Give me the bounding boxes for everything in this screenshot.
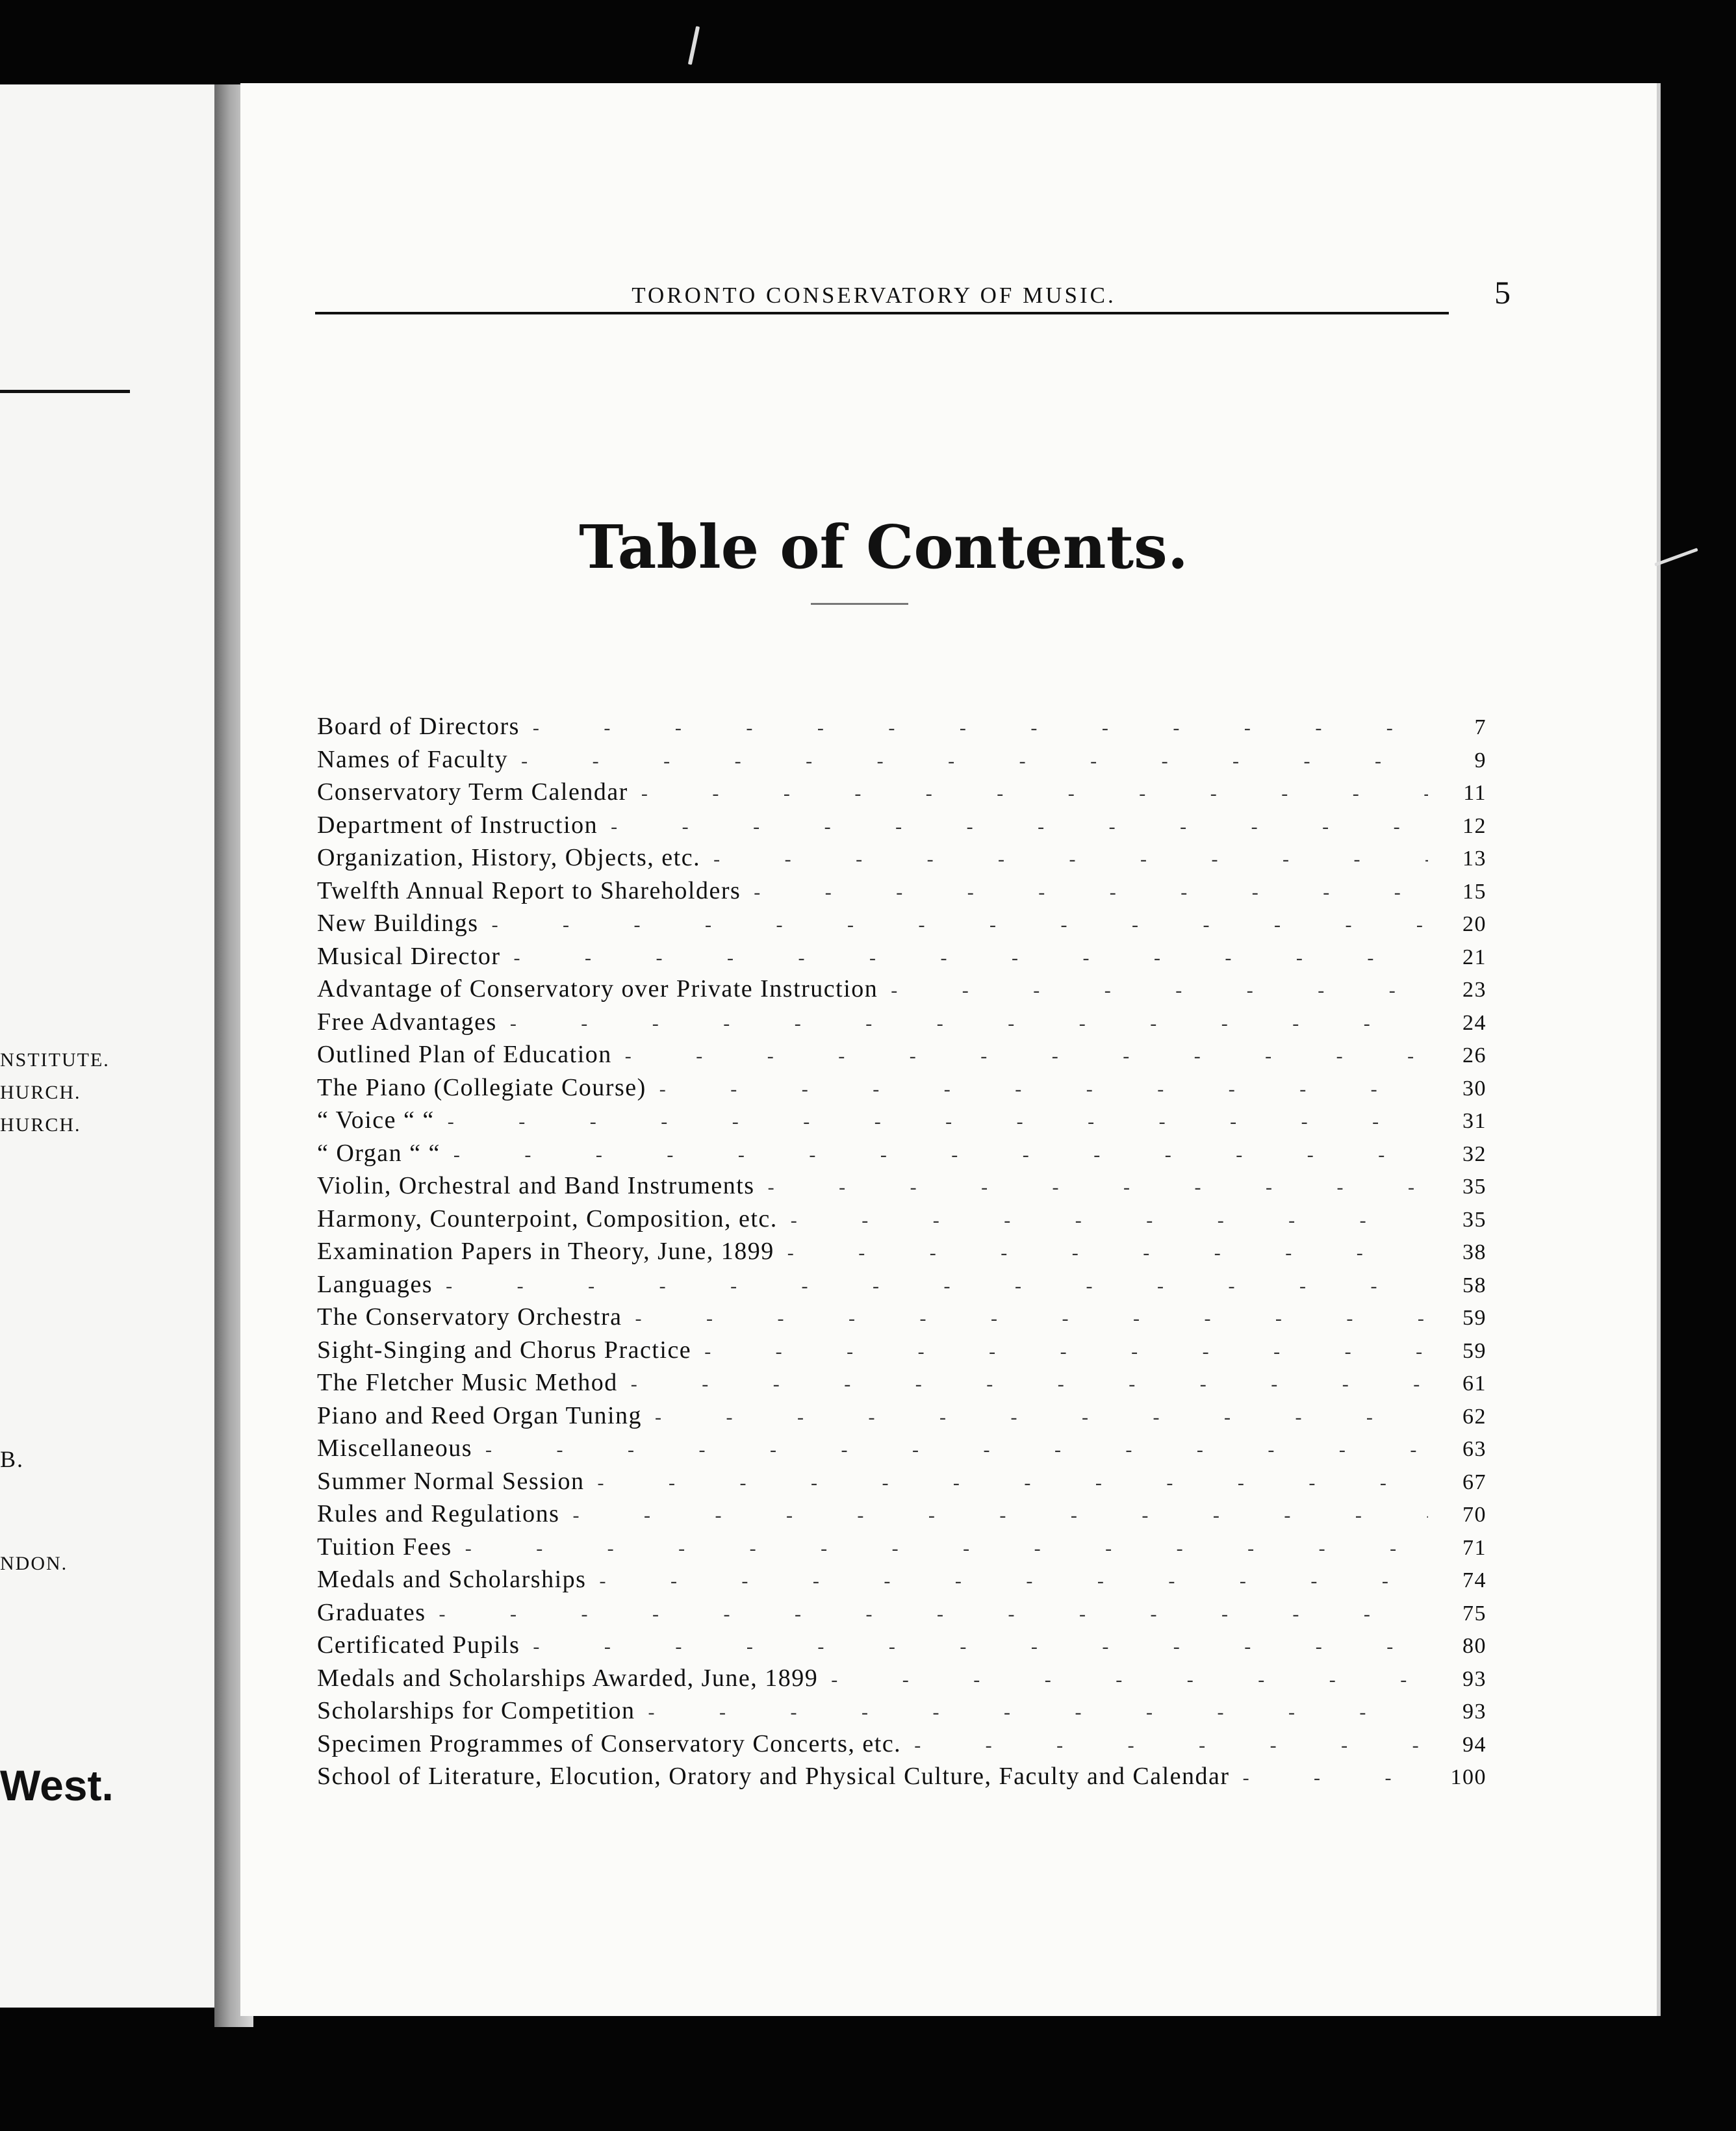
toc-entry-label: Rules and Regulations bbox=[317, 1500, 560, 1527]
toc-dot-leader bbox=[452, 1538, 1428, 1560]
toc-entry-page: 24 bbox=[1462, 1010, 1487, 1035]
toc-entry bbox=[317, 1139, 1487, 1172]
toc-entry-label: New Buildings bbox=[317, 910, 479, 937]
toc-entry bbox=[317, 1598, 1487, 1631]
toc-dot-leader bbox=[878, 980, 1428, 1002]
toc-entry bbox=[317, 1499, 1487, 1533]
toc-entry-page: 62 bbox=[1462, 1404, 1487, 1429]
page-number: 5 bbox=[1494, 274, 1511, 311]
toc-entry-page: 59 bbox=[1462, 1338, 1487, 1363]
toc-dot-leader bbox=[598, 816, 1428, 838]
toc-entry-label: Advantage of Conservatory over Private Instruction bbox=[317, 975, 878, 1002]
toc-entry-page: 58 bbox=[1462, 1273, 1487, 1297]
toc-dot-leader bbox=[1230, 1767, 1428, 1789]
left-page-fragment: NDON. bbox=[0, 1553, 68, 1574]
toc-entry-label: Musical Director bbox=[317, 942, 501, 970]
toc-entry-page: 35 bbox=[1462, 1175, 1487, 1199]
toc-entry bbox=[317, 1696, 1487, 1729]
toc-dot-leader bbox=[472, 1439, 1428, 1461]
toc-dot-leader bbox=[778, 1210, 1428, 1232]
toc-dot-leader bbox=[755, 1177, 1428, 1199]
toc-entry bbox=[317, 1631, 1487, 1664]
toc-dot-leader bbox=[622, 1308, 1428, 1330]
toc-entry bbox=[317, 1171, 1487, 1205]
toc-entry-page: 23 bbox=[1462, 978, 1487, 1002]
toc-entry bbox=[317, 876, 1487, 910]
toc-entry-label: Examination Papers in Theory, June, 1899 bbox=[317, 1238, 774, 1265]
toc-list bbox=[317, 712, 1487, 1795]
toc-dot-leader bbox=[612, 1045, 1428, 1067]
toc-entry-label: Conservatory Term Calendar bbox=[317, 778, 628, 806]
scan-speck bbox=[688, 26, 700, 65]
toc-entry-page: 94 bbox=[1462, 1732, 1487, 1757]
left-page-rule bbox=[0, 390, 130, 393]
toc-entry bbox=[317, 1008, 1487, 1041]
toc-entry bbox=[317, 1073, 1487, 1106]
toc-dot-leader bbox=[584, 1472, 1428, 1494]
toc-dot-leader bbox=[479, 914, 1428, 936]
left-page-fragment: West. bbox=[0, 1761, 114, 1809]
toc-entry-label: Names of Faculty bbox=[317, 745, 509, 773]
toc-entry-label: Outlined Plan of Education bbox=[317, 1041, 612, 1068]
toc-entry bbox=[317, 1434, 1487, 1467]
toc-dot-leader bbox=[901, 1735, 1428, 1757]
toc-entry bbox=[317, 1401, 1487, 1435]
running-title: TORONTO CONSERVATORY OF MUSIC. bbox=[632, 283, 1116, 308]
toc-entry-page: 12 bbox=[1462, 813, 1487, 838]
toc-entry-page: 21 bbox=[1462, 945, 1487, 969]
toc-entry bbox=[317, 942, 1487, 975]
toc-entry bbox=[317, 811, 1487, 844]
toc-entry-page: 9 bbox=[1474, 748, 1487, 772]
toc-entry-page: 100 bbox=[1450, 1765, 1487, 1789]
toc-entry-page: 70 bbox=[1462, 1503, 1487, 1527]
toc-entry-page: 74 bbox=[1462, 1568, 1487, 1592]
toc-entry bbox=[317, 1237, 1487, 1270]
toc-entry-label: Miscellaneous bbox=[317, 1435, 473, 1462]
toc-dot-leader bbox=[559, 1505, 1428, 1527]
toc-entry-page: 13 bbox=[1462, 847, 1487, 871]
toc-entry-page: 75 bbox=[1462, 1601, 1487, 1626]
toc-dot-leader bbox=[635, 1702, 1428, 1724]
title-rule bbox=[811, 603, 908, 605]
toc-entry bbox=[317, 1664, 1487, 1697]
toc-entry-label: Organization, History, Objects, etc. bbox=[317, 844, 701, 871]
toc-entry-label: The Piano (Collegiate Course) bbox=[317, 1073, 646, 1101]
toc-entry bbox=[317, 1303, 1487, 1336]
toc-entry-page: 38 bbox=[1462, 1240, 1487, 1264]
toc-entry-page: 26 bbox=[1462, 1043, 1487, 1067]
toc-entry bbox=[317, 778, 1487, 811]
toc-entry-label: Harmony, Counterpoint, Composition, etc. bbox=[317, 1205, 778, 1232]
toc-entry-page: 20 bbox=[1462, 912, 1487, 936]
toc-entry-label: Specimen Programmes of Conservatory Concerts, etc. bbox=[317, 1729, 902, 1757]
toc-entry-label: Board of Directors bbox=[317, 713, 520, 740]
left-page-fragment: HURCH. bbox=[0, 1082, 81, 1103]
toc-entry bbox=[317, 1336, 1487, 1369]
toc-entry-page: 93 bbox=[1462, 1700, 1487, 1724]
toc-entry bbox=[317, 843, 1487, 876]
scan-speck bbox=[1654, 548, 1698, 567]
toc-entry bbox=[317, 1205, 1487, 1238]
toc-dot-leader bbox=[435, 1111, 1428, 1133]
toc-page bbox=[240, 83, 1661, 2016]
toc-entry bbox=[317, 745, 1487, 778]
toc-dot-leader bbox=[700, 849, 1428, 871]
toc-entry-label: Department of Instruction bbox=[317, 811, 598, 839]
toc-entry-label: The Fletcher Music Method bbox=[317, 1369, 618, 1396]
toc-entry bbox=[317, 1467, 1487, 1500]
toc-dot-leader bbox=[642, 1407, 1428, 1429]
toc-dot-leader bbox=[628, 783, 1428, 805]
toc-dot-leader bbox=[497, 1013, 1428, 1035]
toc-dot-leader bbox=[741, 882, 1428, 904]
toc-dot-leader bbox=[586, 1570, 1428, 1592]
toc-entry bbox=[317, 712, 1487, 745]
toc-entry-label: Free Advantages bbox=[317, 1008, 497, 1036]
toc-entry-page: 63 bbox=[1462, 1437, 1487, 1461]
toc-entry-page: 11 bbox=[1463, 781, 1487, 805]
toc-entry-page: 35 bbox=[1462, 1207, 1487, 1232]
toc-entry bbox=[317, 1270, 1487, 1303]
toc-entry bbox=[317, 1533, 1487, 1566]
toc-dot-leader bbox=[433, 1275, 1428, 1297]
toc-entry-label: Piano and Reed Organ Tuning bbox=[317, 1401, 643, 1429]
toc-dot-leader bbox=[440, 1144, 1428, 1166]
toc-entry-label: Graduates bbox=[317, 1598, 426, 1626]
toc-entry bbox=[317, 1565, 1487, 1598]
toc-entry-page: 31 bbox=[1462, 1109, 1487, 1133]
left-page-fragment: NSTITUTE. bbox=[0, 1049, 110, 1071]
toc-entry bbox=[317, 909, 1487, 942]
toc-entry-label: Tuition Fees bbox=[317, 1533, 452, 1561]
toc-entry-page: 30 bbox=[1462, 1076, 1487, 1101]
toc-entry-page: 71 bbox=[1462, 1535, 1487, 1560]
toc-dot-leader bbox=[646, 1078, 1428, 1101]
toc-entry-label: The Conservatory Orchestra bbox=[317, 1303, 622, 1331]
toc-dot-leader bbox=[818, 1669, 1428, 1691]
toc-entry-label: Languages bbox=[317, 1270, 433, 1298]
toc-entry-page: 7 bbox=[1474, 715, 1487, 739]
toc-entry-page: 93 bbox=[1462, 1666, 1487, 1691]
toc-entry-label: Medals and Scholarships Awarded, June, 1899 bbox=[317, 1664, 819, 1692]
toc-entry-page: 59 bbox=[1462, 1306, 1487, 1330]
toc-entry-label: Medals and Scholarships bbox=[317, 1566, 587, 1593]
toc-entry-label: Certificated Pupils bbox=[317, 1631, 520, 1659]
toc-entry-label: School of Literature, Elocution, Oratory and Physical Culture, Faculty and Calendar bbox=[317, 1763, 1230, 1790]
header-rule bbox=[315, 312, 1449, 314]
toc-dot-leader bbox=[520, 1636, 1428, 1658]
toc-dot-leader bbox=[774, 1242, 1428, 1264]
toc-entry-page: 61 bbox=[1462, 1372, 1487, 1396]
left-page-fragment: B. bbox=[0, 1446, 25, 1472]
toc-entry bbox=[317, 1368, 1487, 1401]
toc-dot-leader bbox=[426, 1603, 1428, 1626]
toc-dot-leader bbox=[618, 1373, 1428, 1396]
toc-dot-leader bbox=[501, 947, 1428, 969]
toc-entry bbox=[317, 1762, 1487, 1795]
toc-entry-page: 32 bbox=[1462, 1142, 1487, 1166]
toc-entry-page: 15 bbox=[1462, 879, 1487, 904]
toc-dot-leader bbox=[520, 717, 1428, 739]
toc-entry-label: Summer Normal Session bbox=[317, 1467, 585, 1495]
toc-entry bbox=[317, 1729, 1487, 1763]
toc-entry bbox=[317, 975, 1487, 1008]
toc-dot-leader bbox=[691, 1341, 1428, 1363]
toc-entry bbox=[317, 1040, 1487, 1073]
toc-entry bbox=[317, 1106, 1487, 1139]
left-facing-page bbox=[0, 84, 214, 2008]
toc-entry-label: “ Organ “ “ bbox=[317, 1139, 440, 1167]
toc-entry-page: 67 bbox=[1462, 1470, 1487, 1494]
page-title: Table of Contents. bbox=[579, 512, 1188, 582]
toc-entry-label: Twelfth Annual Report to Shareholders bbox=[317, 876, 741, 904]
toc-entry-label: Violin, Orchestral and Band Instruments bbox=[317, 1172, 755, 1199]
toc-entry-label: Scholarships for Competition bbox=[317, 1697, 635, 1724]
left-page-fragment: HURCH. bbox=[0, 1114, 81, 1136]
toc-dot-leader bbox=[508, 750, 1428, 772]
toc-entry-page: 80 bbox=[1462, 1634, 1487, 1658]
toc-entry-label: Sight-Singing and Chorus Practice bbox=[317, 1336, 692, 1364]
toc-entry-label: “ Voice “ “ bbox=[317, 1106, 435, 1134]
